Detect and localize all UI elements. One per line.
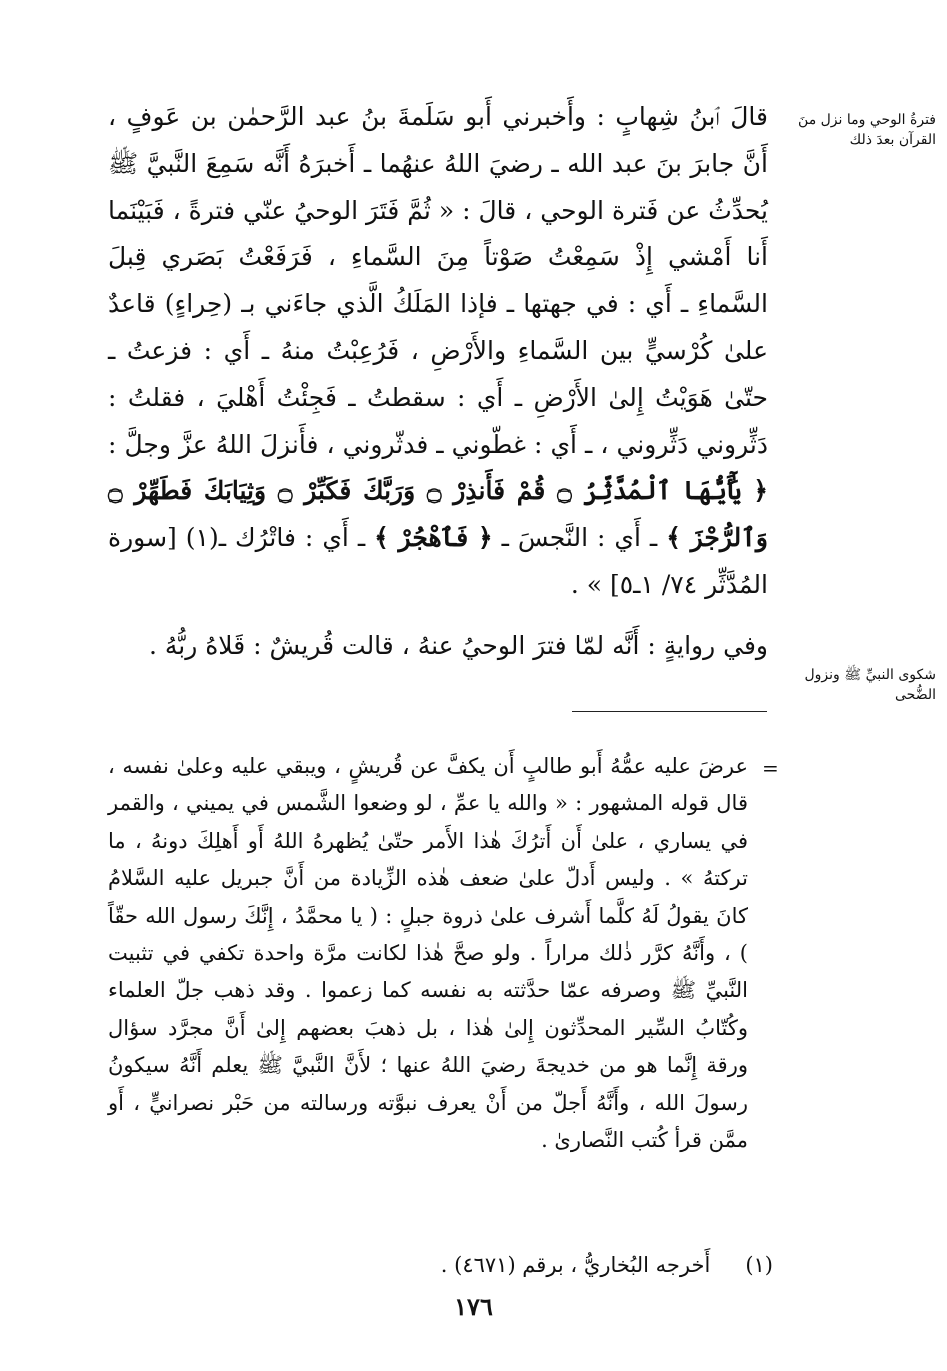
footnote-text: أَخرجه البُخاريُّ ، برقم (٤٦٧١) . xyxy=(440,1253,711,1277)
commentary-paragraph: عرضَ عليه عمُّهُ أَبو طالبٍ أَن يكفَّ عن قُريشٍ ، ويبقي عليه وعلىٰ نفسه ، قال قوله المشهور : « والله يا عمِّ ، لو وضعوا الشَّمس في يميني ، والقمر في يساري ، علىٰ أَن أَترُكَ هٰذا الأَمر حتّىٰ يُظهرهُ اللهُ أَو أَهلِكَ دونهُ ، ما تركتهُ » . وليس أَدلّ علىٰ ضعف هٰذه الزِّيادة من أَنَّ جبريل عليه السَّلامُ كانَ يقولُ لَهُ كلَّما أَشرف علىٰ ذروة جبلٍ : ( يا محمَّدُ ، إِنَّكَ رسول الله حقّاً ) ، وأَنَّهُ كرَّر ذٰلك مراراً . ولو صحَّ هٰذا لكانت مرَّة واحدة تكفي في تثبيت النَّبيِّ ﷺ وصرفه عمّا حدَّثته به نفسه كما زعموا . وقد ذهب جلّ العلماء وكُتّابُ السِّير المحدِّثون إِلىٰ هٰذا ، بل ذهبَ بعضهم إِلىٰ أَنَّ مجرَّد سؤال ورقة إِنَّما هو من خديجةَ رضيَ اللهُ عنها ؛ لأَنَّ النَّبيَّ ﷺ يعلم أَنَّهُ سيكونُ رسولَ الله ، وأَنَّهُ أَجلّ من أَنْ يعرف نبوَّته ورسالته من حَبْر نصرانيٍّ ، أَو ممَّن قرأ كُتب النَّصارىٰ . xyxy=(108,754,748,1153)
continuation-mark: = xyxy=(762,756,779,780)
footnote xyxy=(108,1250,773,1280)
narration-text: وفي روايةٍ : أَنَّه لمّا فترَ الوحيُ عنهُ ، قالت قُريشٌ : قَلاهُ ربُّهُ . xyxy=(148,630,768,660)
hadith-end: ـ أَي : فاتْرُك ـ(١) [سورة المُدَّثِّر ٧٤/ ١ـ٥] » . xyxy=(108,523,768,599)
hadith-text: قالَ ٱبنُ شِهابٍ : وأَخبرني أَبو سَلَمةَ بنُ عبد الرَّحمٰن بن عَوفٍ ، أَنَّ جابرَ بنَ عبد الله ـ رضيَ اللهُ عنهُما ـ أَخبرَهُ أَنَّه سَمِعَ النَّبيَّ ﷺ يُحدِّثُ عن فَترة الوحي ، قالَ : « ثُمَّ فَتَرَ الوحيُ عنّي فترةً ، فَبَيْنَما أَنا أَمْشي إِذْ سَمِعْتُ صَوْتاً مِنَ السَّماءِ ، فَرَفَعْتُ بَصَري قِبلَ السَّماءِ ـ أَي : في جهتها ـ فإذا المَلَكُ الَّذي جاءَني بـ (حِراءٍ) قاعدٌ علىٰ كُرْسيٍّ بين السَّماءِ والأَرْضِ ، فَرُعِبْتُ منهُ ـ أَي : فزعتُ ـ حتّىٰ هَوَيْتُ إِلىٰ الأَرْضِ ـ أَي : سقطتُ ـ فَجِئْتُ أَهْليَ ، فقلتُ : دَثِّروني دَثِّروني ، ـ أَي : غطّوني ـ فدثّروني ، فأَنزلَ اللهُ عزَّ وجلَّ : xyxy=(108,102,768,459)
page-number: ١٧٦ xyxy=(454,1292,493,1321)
commentary-text xyxy=(108,748,748,1159)
margin-note-revelation-pause: فترةُ الوحي وما نزل منَ القرآن بعدَ ذلك xyxy=(798,112,936,148)
footnote-separator xyxy=(572,711,767,712)
margin-note-prophet-complaint: شكوى النبيِّ ﷺ ونزول الضُّحى xyxy=(804,667,936,703)
footnote-number: (١) xyxy=(745,1253,773,1277)
quran-verse: ﴿ يَٰٓأَيُّهَا ٱلْمُدَّثِّرُ ۝ قُمْ فَأَنذِرْ ۝ وَرَبَّكَ فَكَبِّرْ ۝ وَثِيَابَكَ فَطَهِّرْ ۝ وَٱلرُّجْزَ ﴾ xyxy=(108,476,769,553)
quran-verse-2: ﴿ فَٱهْجُرْ ﴾ xyxy=(374,523,493,553)
main-text xyxy=(108,94,768,670)
hadith-paragraph xyxy=(108,94,768,609)
hadith-gloss: ـ أَي : النَّجسَ ـ xyxy=(501,523,658,553)
narration-paragraph xyxy=(108,623,768,670)
